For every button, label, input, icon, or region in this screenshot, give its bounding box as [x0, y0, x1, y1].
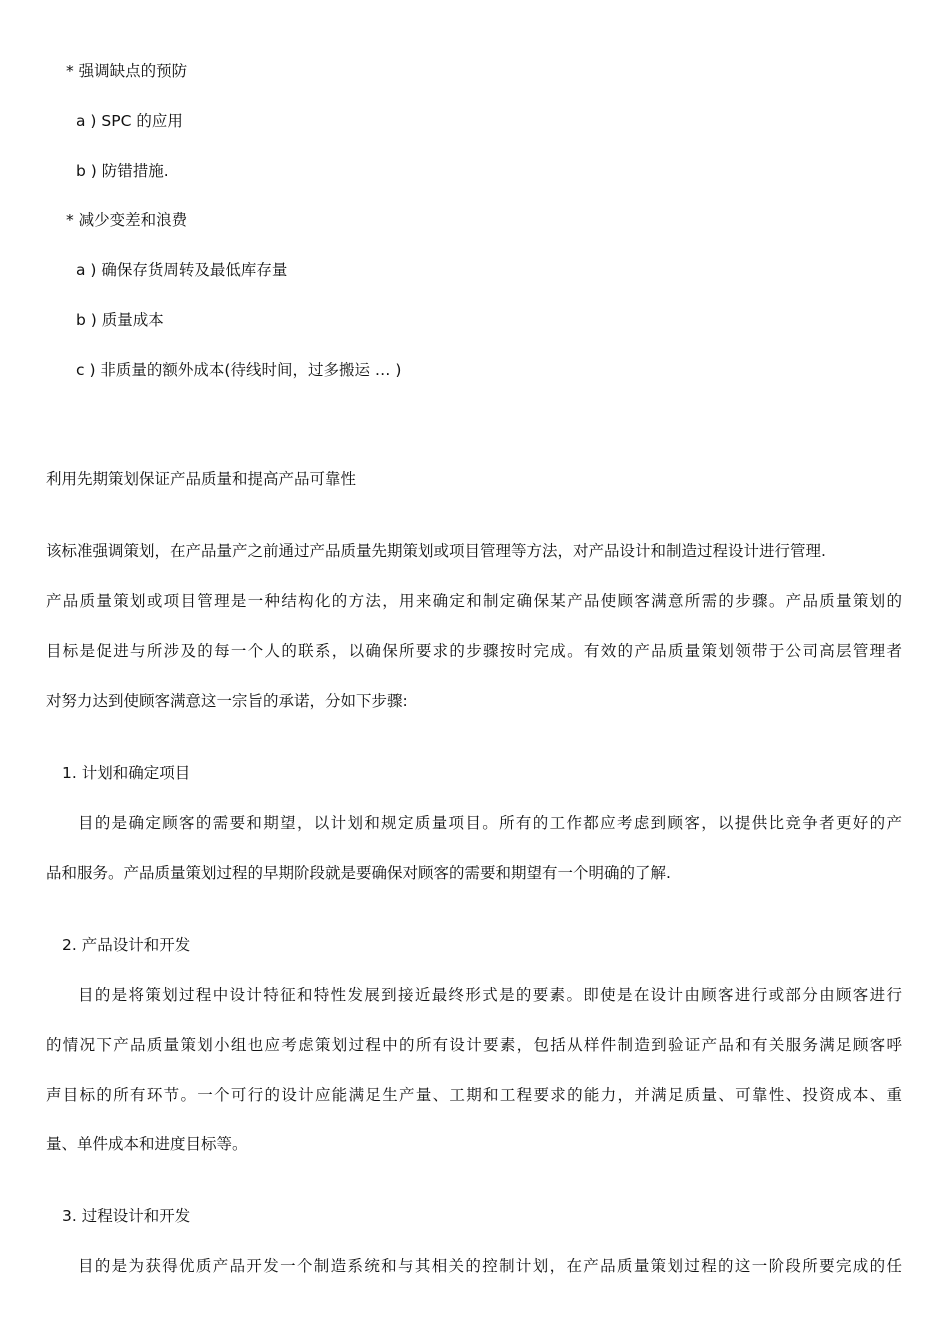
section-heading: 利用先期策划保证产品质量和提高产品可靠性 [46, 470, 357, 488]
intro-line: 对努力达到使顾客满意这一宗旨的承诺，分如下步骤: [46, 692, 408, 710]
step-line: 品和服务。产品质量策划过程的早期阶段就是要确保对顾客的需要和期望有一个明确的了解. [46, 864, 671, 882]
bullet-reduce: * 减少变差和浪费 [66, 211, 188, 229]
step-line: 的情况下产品质量策划小组也应考虑策划过程中的所有设计要素，包括从样件制造到验证产品和有关服务满足顾客呼 [46, 1036, 902, 1054]
step-line: 目的是将策划过程中设计特征和特性发展到接近最终形式是的要素。即使是在设计由顾客进行或部分由顾客进行 [78, 986, 902, 1004]
step-line: 声目标的所有环节。一个可行的设计应能满足生产量、工期和工程要求的能力，并满足质量、可靠性、投资成本、重 [46, 1086, 902, 1104]
bullet-reduce-a: a ) 确保存货周转及最低库存量 [76, 261, 288, 279]
intro-line: 目标是促进与所涉及的每一个人的联系，以确保所要求的步骤按时完成。有效的产品质量策划领带于公司高层管理者 [46, 642, 902, 660]
step-line: 目的是确定顾客的需要和期望，以计划和规定质量项目。所有的工作都应考虑到顾客，以提供比竞争者更好的产 [78, 814, 902, 832]
bullet-reduce-c: c ) 非质量的额外成本(待线时间，过多搬运 … ) [76, 361, 402, 379]
bullet-reduce-b: b ) 质量成本 [76, 311, 164, 329]
intro-line: 该标准强调策划，在产品量产之前通过产品质量先期策划或项目管理等方法，对产品设计和制造过程设计进行管理. [46, 542, 826, 560]
step-title: 2. 产品设计和开发 [62, 936, 191, 954]
step-title: 3. 过程设计和开发 [62, 1207, 191, 1225]
bullet-prevention-b: b ) 防错措施. [76, 162, 169, 180]
step-title: 1. 计划和确定项目 [62, 764, 191, 782]
step-line: 目的是为获得优质产品开发一个制造系统和与其相关的控制计划，在产品质量策划过程的这一阶段所要完成的任 [78, 1257, 902, 1275]
intro-line: 产品质量策划或项目管理是一种结构化的方法，用来确定和制定确保某产品使顾客满意所需的步骤。产品质量策划的 [46, 592, 902, 610]
bullet-prevention-a: a ) SPC 的应用 [76, 112, 183, 130]
bullet-prevention: * 强调缺点的预防 [66, 62, 188, 80]
step-line: 量、单件成本和进度目标等。 [46, 1135, 248, 1153]
